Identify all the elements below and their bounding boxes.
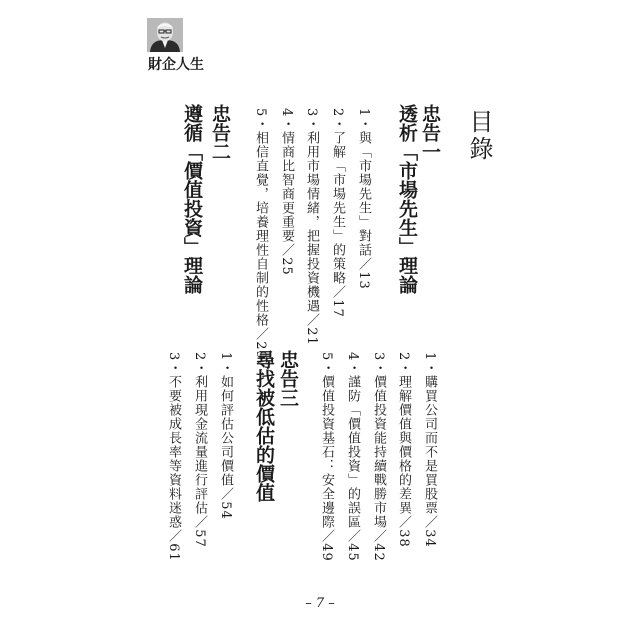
toc-entry[interactable]: 2・了解「市場先生」的策略／17 [330,108,345,318]
toc-entry[interactable]: 2・利用現金流量進行評估／57 [192,352,207,548]
header-title: 財企人生 [148,57,204,73]
toc-entry[interactable]: 1・如何評估公司價值／54 [218,352,233,520]
chapter-1-subtitle: 透析「市場先生」理論 [396,104,418,294]
toc-entry[interactable]: 3・價值投資能持續戰勝市場／42 [371,352,386,562]
chapter-1-heading: 忠告一 [419,104,441,161]
toc-entry[interactable]: 2・理解價值與價格的差異／38 [396,352,411,548]
chapter-3-subtitle: 尋找被低估的價值 [253,350,275,502]
toc-title: 目錄 [465,109,493,163]
chapter-2-heading: 忠告二 [209,104,231,161]
toc-entry[interactable]: 5・相信直覺，培養理性自制的性格／29 [253,108,268,360]
chapter-3-heading: 忠告三 [277,350,299,407]
toc-entry[interactable]: 4・情商比智商更重要／25 [279,108,294,276]
toc-entry[interactable]: 1・與「市場先生」對話／13 [356,108,371,290]
toc-entry[interactable]: 1・購買公司而不是買股票／34 [422,352,437,548]
chapter-2-subtitle: 遵循「價值投資」理論 [181,104,203,294]
toc-entry[interactable]: 3・利用市場情緒，把握投資機遇／21 [304,108,319,346]
page-number: – 7 – [305,596,335,611]
toc-entry[interactable]: 3・不要被成長率等資料迷惑／61 [166,352,181,562]
toc-entry[interactable]: 5・價值投資基石：安全邊際／49 [319,352,334,562]
author-portrait-icon [147,18,183,52]
toc-entry[interactable]: 4・謹防「價值投資」的誤區／45 [345,352,360,562]
